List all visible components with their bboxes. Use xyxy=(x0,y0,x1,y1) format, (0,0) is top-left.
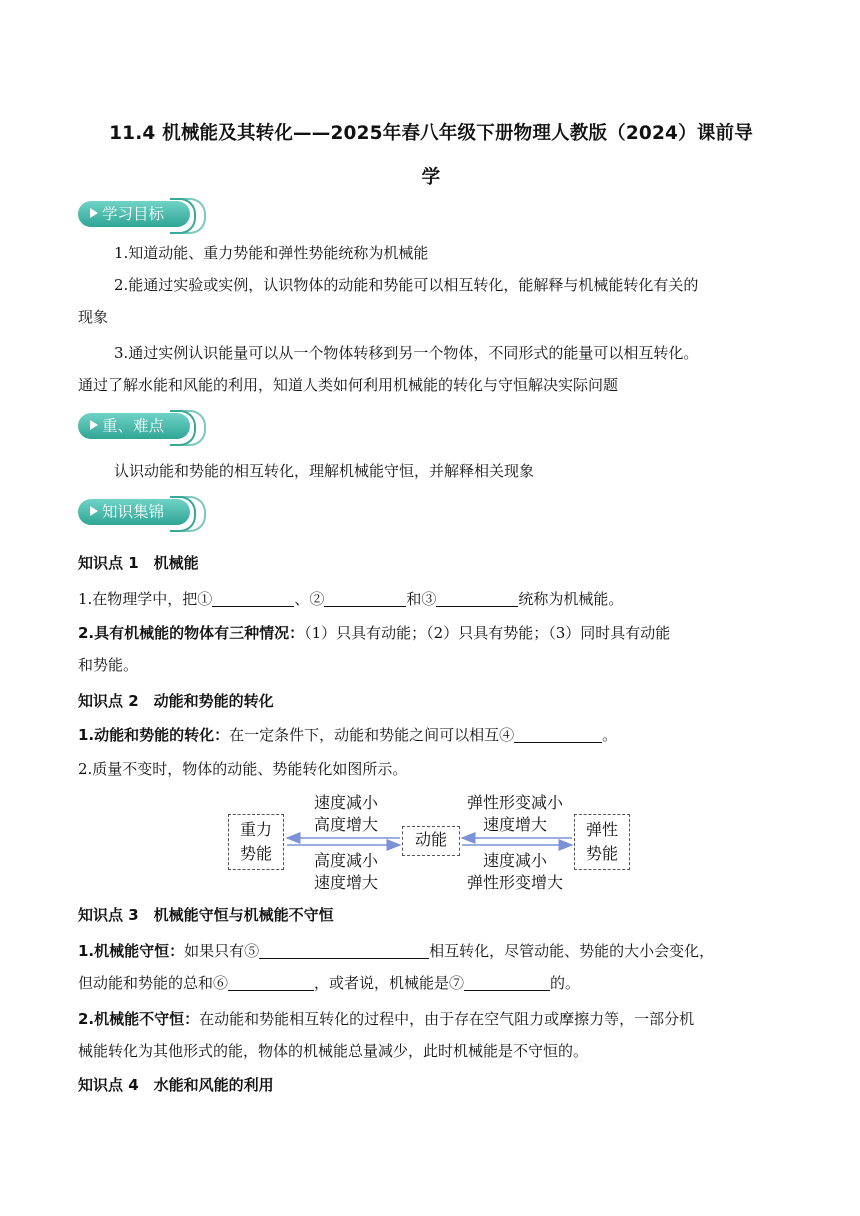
label-left-bottom xyxy=(294,850,398,894)
title-line-1: 11.4 机械能及其转化——2025年春八年级下册物理人教版（2024）课前导 xyxy=(109,123,753,144)
kp3-line-3 xyxy=(78,1004,784,1034)
label-text: 弹性形变增大 xyxy=(466,873,563,892)
text: 统称为机械能。 xyxy=(518,590,624,608)
bold-text: 1.机械能守恒： xyxy=(78,942,185,960)
bold-text: 2.具有机械能的物体有三种情况： xyxy=(78,624,305,642)
label-left-top xyxy=(294,792,398,836)
goal-2: 2.能通过实验或实例，认识物体的动能和势能可以相互转化，能解释与机械能转化有关的 xyxy=(114,276,699,294)
goal-3-cont: 通过了解水能和风能的利用，知道人类如何利用机械能的转化与守恒解决实际问题 xyxy=(78,376,619,394)
blank-7[interactable] xyxy=(464,972,550,991)
goal-3: 3.通过实例认识能量可以从一个物体转移到另一个物体，不同形式的能量可以相互转化。 xyxy=(114,344,699,362)
section-label: 学习目标 xyxy=(102,205,165,223)
text: 相互转化，尽管动能、势能的大小会变化， xyxy=(429,942,715,960)
key-text: 认识动能和势能的相互转化，理解机械能守恒，并解释相关现象 xyxy=(114,462,535,480)
section-label: 重、难点 xyxy=(102,417,165,435)
kp3-line-1 xyxy=(78,936,784,966)
kp4-heading: 知识点 4 水能和风能的利用 xyxy=(78,1076,274,1094)
box-text: 势能 xyxy=(239,844,272,863)
bold-text: 2.机械能不守恒： xyxy=(78,1010,200,1028)
text: 在动能和势能相互转化的过程中，由于存在空气阻力或摩擦力等，一部分机 xyxy=(199,1010,695,1028)
kp1-line-3: 和势能。 xyxy=(78,656,139,674)
label-right-top xyxy=(452,792,578,836)
label-text: 高度增大 xyxy=(313,815,378,834)
box-text: 重力 xyxy=(239,820,272,839)
label-text: 速度增大 xyxy=(482,815,547,834)
text: 在一定条件下，动能和势能之间可以相互④ xyxy=(229,726,515,744)
text: 的。 xyxy=(550,974,581,992)
kp1-heading: 知识点 1 机械能 xyxy=(78,554,199,572)
label-text: 速度减小 xyxy=(482,851,547,870)
label-text: 高度减小 xyxy=(313,851,378,870)
box-text: 势能 xyxy=(585,844,618,863)
text: 如果只有⑤ xyxy=(184,942,260,960)
section-label: 知识集锦 xyxy=(102,503,165,521)
blank-5[interactable] xyxy=(259,940,429,959)
label-text: 弹性形变减小 xyxy=(466,793,563,812)
blank-6[interactable] xyxy=(228,972,314,991)
text: （1）只具有动能；（2）只具有势能；（3）同时具有动能 xyxy=(304,624,671,642)
bold-text: 1.动能和势能的转化： xyxy=(78,726,230,744)
text: 和③ xyxy=(406,590,437,608)
label-text: 速度减小 xyxy=(313,793,378,812)
kp3-heading: 知识点 3 机械能守恒与机械能不守恒 xyxy=(78,906,334,924)
title-line-2: 学 xyxy=(421,167,441,188)
text: 但动能和势能的总和⑥ xyxy=(78,974,229,992)
text: ，或者说，机械能是⑦ xyxy=(314,974,465,992)
box-text: 弹性 xyxy=(585,820,618,839)
label-right-bottom xyxy=(452,850,578,894)
kp3-line-2 xyxy=(78,968,784,998)
text: 、② xyxy=(294,590,325,608)
kp2-heading: 知识点 2 动能和势能的转化 xyxy=(78,692,274,710)
text: 。 xyxy=(602,726,618,744)
goal-1: 1.知道动能、重力势能和弹性势能统称为机械能 xyxy=(114,244,429,262)
kp2-line-2: 2.质量不变时，物体的动能、势能转化如图所示。 xyxy=(78,760,408,778)
label-text: 速度增大 xyxy=(313,873,378,892)
text: 1.在物理学中，把① xyxy=(78,590,213,608)
kp3-line-4: 械能转化为其他形式的能，物体的机械能总量减少，此时机械能是不守恒的。 xyxy=(78,1042,589,1060)
box-kinetic: 动能 xyxy=(402,826,460,856)
goal-2-cont: 现象 xyxy=(78,308,109,326)
